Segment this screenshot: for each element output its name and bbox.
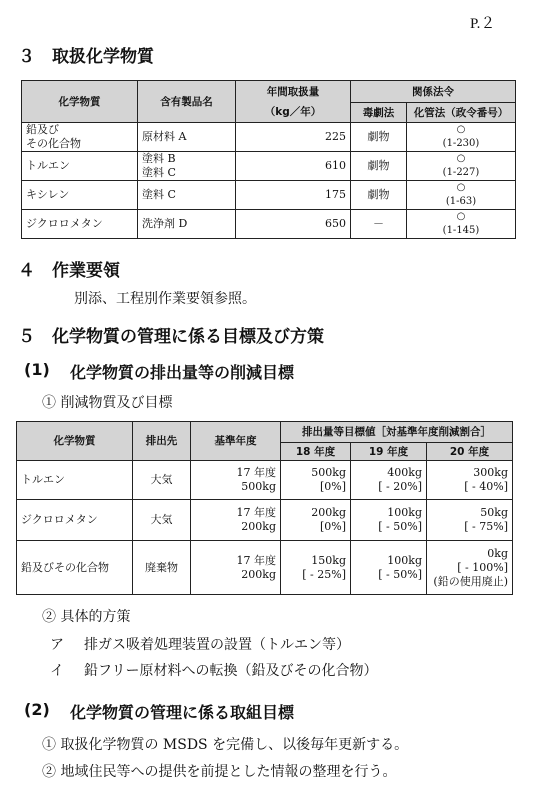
law-code: (1-63) xyxy=(445,196,477,207)
header-y18: 18 年度 xyxy=(281,443,351,461)
table-row xyxy=(22,210,516,239)
header-chemlaw: 化管法（政令番号） xyxy=(407,103,516,123)
cell-chemical: 鉛及び その化合物 xyxy=(22,123,138,152)
cell-chemlaw xyxy=(407,210,516,239)
cell-poison: 劇物 xyxy=(351,152,407,181)
cell-y18: 500kg [0%] xyxy=(281,461,351,500)
cell-dest: 大気 xyxy=(133,500,191,541)
measure-i-label: イ xyxy=(50,663,64,679)
section-4-number: ４ xyxy=(18,261,35,281)
cell-dest: 廃棄物 xyxy=(133,541,191,595)
subsection-1-title: 化学物質の排出量等の削減目標 xyxy=(70,363,295,382)
section-5-title: 化学物質の管理に係る目標及び方策 xyxy=(52,327,324,347)
cell-poison: － xyxy=(351,210,407,239)
section-4-body: 別添、工程別作業要領参照。 xyxy=(74,291,256,307)
cell-y18: 200kg [0%] xyxy=(281,500,351,541)
goal-item-1: ① 取扱化学物質の MSDS を完備し、以後毎年更新する。 xyxy=(42,737,409,753)
header-dest: 排出先 xyxy=(133,422,191,461)
law-code: (1-230) xyxy=(442,138,480,149)
cell-chemical: 鉛及びその化合物 xyxy=(17,541,133,595)
section-4-title: 作業要領 xyxy=(52,261,120,281)
goal-item-2: ② 地域住民等への提供を前提とした情報の整理を行う。 xyxy=(42,764,397,780)
cell-annual: 650 xyxy=(236,210,351,239)
circle-mark: ○ xyxy=(456,182,466,193)
table-row xyxy=(17,541,513,595)
cell-chemical: トルエン xyxy=(22,152,138,181)
cell-chemical: トルエン xyxy=(17,461,133,500)
cell-product: 原材料 A xyxy=(138,123,236,152)
cell-chemical: キシレン xyxy=(22,181,138,210)
law-code: (1-145) xyxy=(442,225,480,236)
header-annual: 年間取扱量 xyxy=(236,81,351,103)
table-row xyxy=(22,152,516,181)
cell-chemlaw xyxy=(407,123,516,152)
cell-base: 17 年度 500kg xyxy=(191,461,281,500)
circle-mark: ○ xyxy=(456,124,466,135)
section-3-title: 取扱化学物質 xyxy=(52,47,154,67)
header-annual-unit: （kg／年） xyxy=(236,103,351,123)
circle-mark: ○ xyxy=(456,153,466,164)
table-row xyxy=(22,181,516,210)
header-product: 含有製品名 xyxy=(138,81,236,123)
cell-y19: 100kg [ - 50%] xyxy=(351,541,427,595)
table-row xyxy=(17,461,513,500)
cell-chemlaw xyxy=(407,152,516,181)
measure-a-text: 排ガス吸着処理装置の設置（トルエン等） xyxy=(84,637,350,653)
header-target: 排出量等目標値［対基準年度削減割合］ xyxy=(281,422,513,443)
table-row xyxy=(17,500,513,541)
header-laws: 関係法令 xyxy=(351,81,516,103)
header-y19: 19 年度 xyxy=(351,443,427,461)
cell-annual: 175 xyxy=(236,181,351,210)
cell-chemical: ジクロロメタン xyxy=(22,210,138,239)
reduction-table xyxy=(16,421,513,595)
cell-annual: 225 xyxy=(236,123,351,152)
header-y20: 20 年度 xyxy=(427,443,513,461)
header-base-year: 基準年度 xyxy=(191,422,281,461)
law-code: (1-227) xyxy=(442,167,480,178)
cell-product: 塗料 C xyxy=(138,181,236,210)
measures-heading: ② 具体的方策 xyxy=(42,609,131,625)
chemicals-table xyxy=(21,80,516,239)
cell-chemlaw xyxy=(407,181,516,210)
cell-y19: 400kg [ - 20%] xyxy=(351,461,427,500)
cell-base: 17 年度 200kg xyxy=(191,500,281,541)
measure-i-text: 鉛フリー原材料への転換（鉛及びその化合物） xyxy=(84,663,378,679)
cell-product: 洗浄剤 D xyxy=(138,210,236,239)
cell-y18: 150kg [ - 25%] xyxy=(281,541,351,595)
cell-chemical: ジクロロメタン xyxy=(17,500,133,541)
cell-base: 17 年度 200kg xyxy=(191,541,281,595)
table-row xyxy=(22,123,516,152)
cell-product: 塗料 B 塗料 C xyxy=(138,152,236,181)
cell-y20: 0kg [ - 100%] (鉛の使用廃止) xyxy=(427,541,513,595)
page-number: P.２ xyxy=(470,16,496,32)
reduction-targets-heading: ① 削減物質及び目標 xyxy=(42,395,173,411)
section-3-number: ３ xyxy=(18,47,35,67)
header-chemical: 化学物質 xyxy=(22,81,138,123)
measure-a-label: ア xyxy=(50,637,64,653)
header-chemical: 化学物質 xyxy=(17,422,133,461)
subsection-1-number: (1) xyxy=(24,360,50,379)
header-poison: 毒劇法 xyxy=(351,103,407,123)
cell-y20: 50kg [ - 75%] xyxy=(427,500,513,541)
cell-annual: 610 xyxy=(236,152,351,181)
subsection-2-title: 化学物質の管理に係る取組目標 xyxy=(70,703,295,722)
cell-poison: 劇物 xyxy=(351,181,407,210)
subsection-2-number: (2) xyxy=(24,700,50,719)
circle-mark: ○ xyxy=(456,211,466,222)
cell-y20: 300kg [ - 40%] xyxy=(427,461,513,500)
cell-y19: 100kg [ - 50%] xyxy=(351,500,427,541)
cell-dest: 大気 xyxy=(133,461,191,500)
section-5-number: ５ xyxy=(18,327,35,347)
cell-poison: 劇物 xyxy=(351,123,407,152)
